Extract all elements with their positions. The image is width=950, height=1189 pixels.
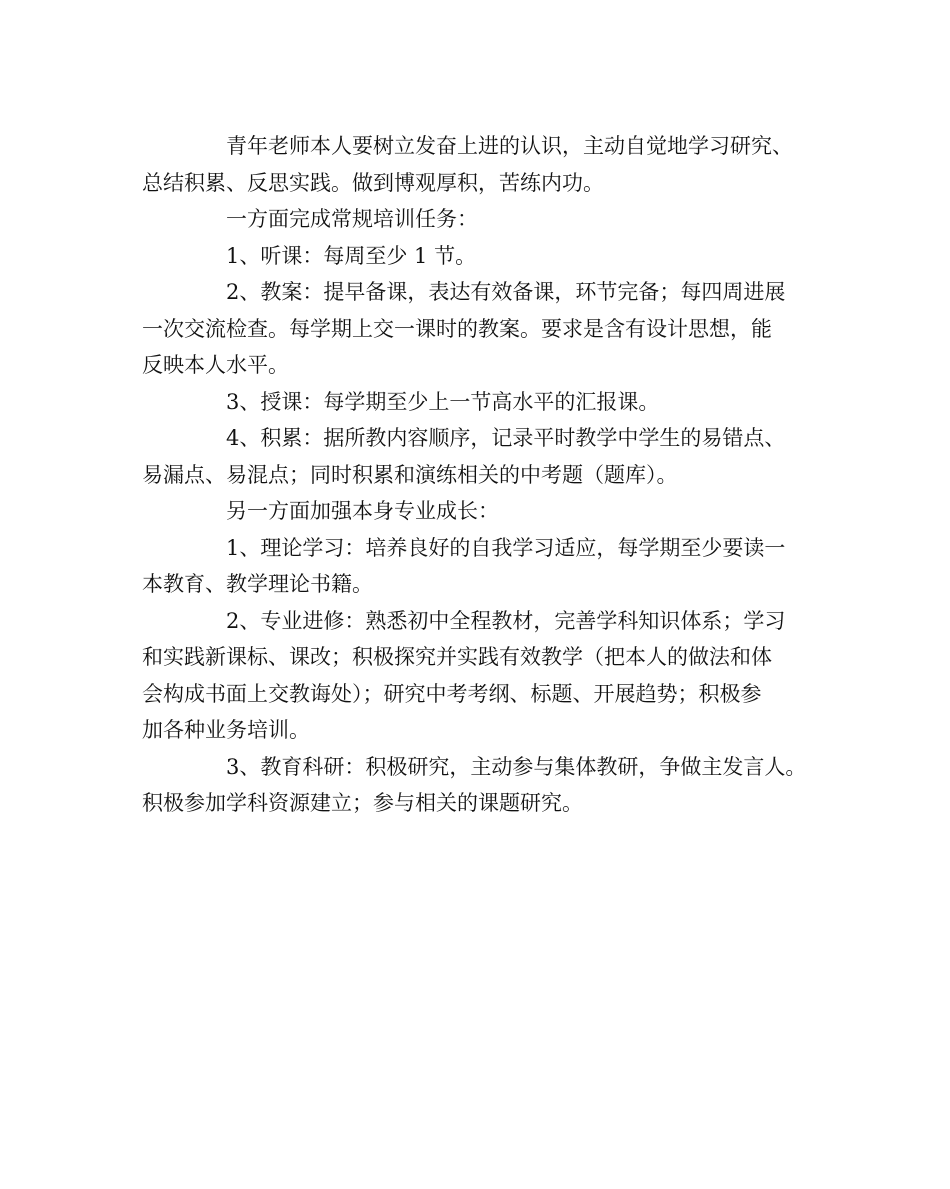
paragraph-10	[142, 749, 832, 822]
paragraph-line: 3、授课：每学期至少上一节高水平的汇报课。	[226, 389, 660, 414]
paragraph-5	[142, 384, 832, 421]
paragraph-2	[142, 201, 832, 238]
paragraph-line: 和实践新课标、课改；积极探究并实践有效教学（把本人的做法和体	[142, 645, 772, 669]
paragraph-line: 1、理论学习：培养良好的自我学习适应，每学期至少要读一	[226, 535, 786, 560]
paragraph-line: 反映本人水平。	[142, 353, 289, 377]
paragraph-line: 2、教案：提早备课，表达有效备课，环节完备；每四周进展	[226, 280, 786, 304]
paragraph-6	[142, 420, 832, 493]
paragraph-line: 1、听课：每周至少 1 节。	[226, 243, 477, 268]
paragraph-1	[142, 128, 832, 201]
paragraph-line: 一次交流检查。每学期上交一课时的教案。要求是含有设计思想，能	[142, 316, 772, 341]
paragraph-line: 3、教育科研：积极研究，主动参与集体教研，争做主发言人。	[226, 754, 807, 779]
paragraph-line: 加各种业务培训。	[142, 718, 310, 742]
paragraph-7	[142, 493, 832, 530]
paragraph-line: 一方面完成常规培训任务：	[226, 207, 478, 231]
paragraph-4	[142, 274, 832, 384]
paragraph-9	[142, 603, 832, 749]
paragraph-line: 青年老师本人要树立发奋上进的认识，主动自觉地学习研究、	[226, 134, 793, 158]
paragraph-line: 本教育、教学理论书籍。	[142, 572, 373, 596]
paragraph-8	[142, 530, 832, 603]
document-body	[142, 128, 832, 822]
paragraph-3	[142, 238, 832, 275]
paragraph-line: 另一方面加强本身专业成长：	[226, 499, 499, 523]
paragraph-line: 2、专业进修：熟悉初中全程教材，完善学科知识体系；学习	[226, 608, 786, 633]
paragraph-line: 总结积累、反思实践。做到博观厚积，苦练内功。	[142, 170, 604, 195]
paragraph-line: 4、积累：据所教内容顺序，记录平时教学中学生的易错点、	[226, 426, 786, 450]
paragraph-line: 会构成书面上交教诲处）；研究中考考纲、标题、开展趋势；积极参	[142, 681, 762, 706]
paragraph-line: 积极参加学科资源建立；参与相关的课题研究。	[142, 791, 583, 815]
paragraph-line: 易漏点、易混点；同时积累和演练相关的中考题（题库）。	[142, 462, 678, 487]
